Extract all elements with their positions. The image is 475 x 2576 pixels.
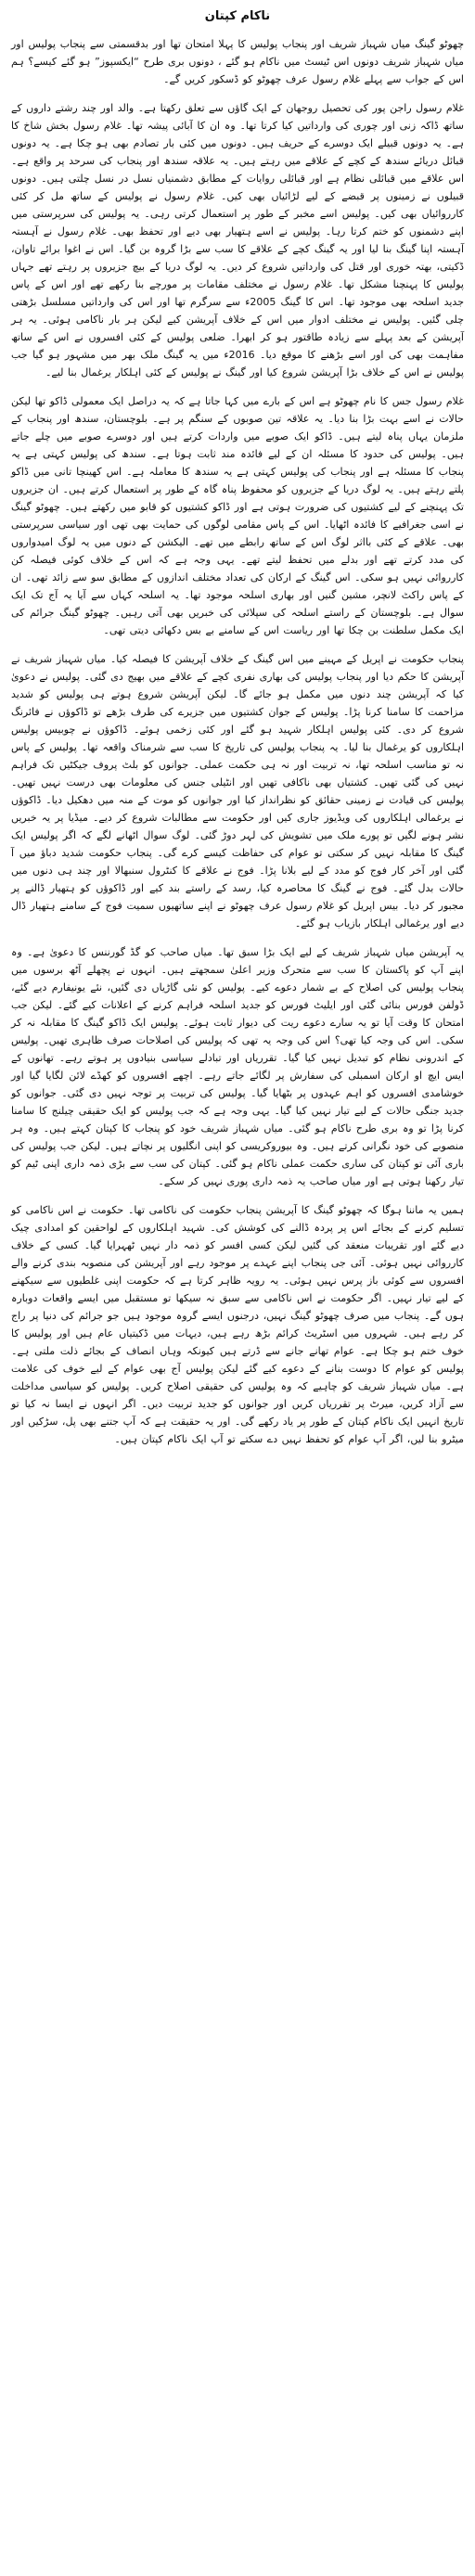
article-paragraph: ہمیں یہ ماننا ہوگا کہ چھوٹو گینگ کا آپریشن پنجاب حکومت کی ناکامی تھا۔ حکومت نے اس ناکامی کو تسلیم کرنے کے بجائے اس پر پردہ ڈالنے کی کوشش کی۔ شہید اہلکاروں کے لواحقین کو امدادی چیک دیے گئے اور تقریبات منعقد کی گئیں لیکن کسی افسر کو ذمہ دار نہیں ٹھہرایا گیا۔ کسی کے خلاف کارروائی نہیں ہوئی۔ آئی جی پنجاب اپنے عہدے پر موجود رہے اور آپریشن کی منصوبہ بندی کرنے والے افسروں سے کوئی باز پرس نہیں ہوئی۔ یہ رویہ ظاہر کرتا ہے کہ حکومت اپنی غلطیوں سے سیکھنے کے لیے تیار نہیں۔ اگر حکومت نے اس ناکامی سے سبق نہ سیکھا تو مستقبل میں ایسے واقعات دوبارہ ہوں گے۔ پنجاب میں صرف چھوٹو گینگ نہیں، درجنوں ایسے گروہ موجود ہیں جو جرائم کی دنیا پر راج کر رہے ہیں۔ شہروں میں اسٹریٹ کرائم بڑھ رہے ہیں، دیہات میں ڈکیتیاں عام ہیں اور پولیس کا خوف ختم ہو چکا ہے۔ عوام تھانے جانے سے ڈرتے ہیں کیونکہ وہاں انصاف کے بجائے ذلت ملتی ہے۔ پولیس کو عوام کا دوست بنانے کے دعوے کیے گئے لیکن پولیس آج بھی عوام کے لیے خوف کی علامت ہے۔ میاں شہباز شریف کو چاہیے کہ وہ پولیس کی حقیقی اصلاح کریں۔ پولیس کو سیاسی مداخلت سے آزاد کریں، میرٹ پر تقرریاں کریں اور جوانوں کو جدید تربیت دیں۔ اگر انہوں نے ایسا نہ کیا تو تاریخ انہیں ایک ناکام کپتان کے طور پر یاد رکھے گی۔ اور یہ حقیقت ہے کہ آپ جتنے بھی پل، سڑکیں اور میٹرو بنا لیں، اگر آپ عوام کو تحفظ نہیں دے سکتے تو آپ ایک ناکام کپتان ہیں۔: [11, 1204, 464, 1445]
article-paragraph: غلام رسول جس کا نام چھوٹو ہے اس کے بارے میں کہا جاتا ہے کہ یہ دراصل ایک معمولی ڈاکو تھا لیکن حالات نے اسے بہت بڑا بنا دیا۔ یہ علاقہ تین صوبوں کے سنگم پر ہے۔ بلوچستان، سندھ اور پنجاب کے ملزمان یہاں پناہ لیتے ہیں۔ ڈاکو ایک صوبے میں واردات کرتے ہیں اور دوسرے صوبے میں چلے جاتے ہیں۔ پولیس کی حدود کا مسئلہ ان کے لیے فائدہ مند ثابت ہوتا ہے۔ سندھ کی پولیس کہتی ہے یہ پنجاب کا مسئلہ ہے اور پنجاب کی پولیس کہتی ہے یہ سندھ کا معاملہ ہے۔ اس کھینچا تانی میں ڈاکو پلتے رہتے ہیں۔ یہ لوگ دریا کے جزیروں کو محفوظ پناہ گاہ کے طور پر استعمال کرتے ہیں۔ ان جزیروں تک پہنچنے کے لیے کشتیوں کی ضرورت ہوتی ہے اور ڈاکو کشتیوں کو قابو میں رکھتے ہیں۔ چھوٹو گینگ نے اسی جغرافیے کا فائدہ اٹھایا۔ اس کے پاس مقامی لوگوں کی حمایت بھی تھی اور سیاسی سرپرستی بھی۔ علاقے کے کئی بااثر لوگ اس کے ساتھ رابطے میں تھے۔ الیکشن کے دنوں میں یہ لوگ امیدواروں کی مدد کرتے تھے اور بدلے میں تحفظ لیتے تھے۔ یہی وجہ ہے کہ اس کے خلاف کوئی فیصلہ کن کارروائی نہیں ہو سکی۔ اس گینگ کے ارکان کی تعداد مختلف اندازوں کے مطابق سو سے زائد تھی۔ ان کے پاس راکٹ لانچر، مشین گنیں اور بھاری اسلحہ موجود تھا۔ یہ اسلحہ کہاں سے آیا یہ آج تک ایک سوال ہے۔ بلوچستان کے راستے اسلحہ کی سپلائی کی خبریں بھی آتی رہیں۔ چھوٹو گینگ جرائم کی ایک مکمل سلطنت بن چکا تھا اور ریاست اس کے سامنے بے بس دکھائی دیتی تھی۔: [11, 395, 464, 636]
article-paragraph: چھوٹو گینگ میاں شہباز شریف اور پنجاب پولیس کا پہلا امتحان تھا اور بدقسمتی سے پنجاب پولیس اور میاں شہباز شریف دونوں اس ٹیسٹ میں ناکام ہو گئے ، دونوں بری طرح “ایکسپوز” ہو گئے کیسے؟ ہم اس کے جواب سے پہلے غلام رسول عرف چھوٹو کو ڈسکور کریں گے۔: [11, 38, 464, 85]
article-paragraph: یہ آپریشن میاں شہباز شریف کے لیے ایک بڑا سبق تھا۔ میاں صاحب کو گڈ گورننس کا دعویٰ ہے۔ وہ اپنے آپ کو پاکستان کا سب سے متحرک وزیر اعلیٰ سمجھتے ہیں۔ انہوں نے پچھلے آٹھ برسوں میں پنجاب پولیس کی اصلاح کے بے شمار دعوے کیے۔ پولیس کو نئی گاڑیاں دی گئیں، نئے یونیفارم دیے گئے، ڈولفن فورس بنائی گئی اور ایلیٹ فورس کو جدید اسلحہ فراہم کرنے کے اعلانات کیے گئے۔ لیکن جب امتحان کا وقت آیا تو یہ سارے دعوے ریت کی دیوار ثابت ہوئے۔ پولیس ایک ڈاکو گینگ کا مقابلہ نہ کر سکی۔ اس کی وجہ کیا تھی؟ اس کی وجہ یہ تھی کہ پولیس کی اصلاحات صرف ظاہری تھیں۔ پولیس کے اندرونی نظام کو تبدیل نہیں کیا گیا۔ تقرریاں اور تبادلے سیاسی بنیادوں پر ہوتے رہے۔ تھانوں کے ایس ایچ او ارکان اسمبلی کی سفارش پر لگائے جاتے رہے۔ اچھے افسروں کو کھڈے لائن لگایا گیا اور خوشامدی افسروں کو اہم عہدوں پر بٹھایا گیا۔ پولیس کی تربیت پر توجہ نہیں دی گئی۔ جوانوں کو جدید جنگی حالات کے لیے تیار نہیں کیا گیا۔ یہی وجہ ہے کہ جب پولیس کو ایک حقیقی چیلنج کا سامنا کرنا پڑا تو وہ بری طرح ناکام ہو گئی۔ میاں شہباز شریف خود کو پنجاب کا کپتان کہتے ہیں۔ وہ ہر منصوبے کی خود نگرانی کرتے ہیں۔ وہ بیوروکریسی کو اپنی انگلیوں پر نچاتے ہیں۔ لیکن جب پولیس کی باری آئی تو کپتان کی ساری حکمت عملی ناکام ہو گئی۔ کپتان کی سب سے بڑی ذمہ داری اپنی ٹیم کو تیار رکھنا ہوتی ہے اور میاں صاحب یہ ذمہ داری پوری نہیں کر سکے۔: [11, 946, 464, 1187]
article-paragraph: غلام رسول راجن پور کی تحصیل روجھان کے ایک گاؤں سے تعلق رکھتا ہے۔ والد اور چند رشتے داروں کے ساتھ ڈاکہ زنی اور چوری کی وارداتیں کیا کرتا تھا۔ وہ ان کا آبائی پیشہ تھا۔ غلام رسول بخش شاخ کا ہے۔ یہ دونوں قبیلے ایک دوسرے کے حریف ہیں۔ دونوں میں کئی بار تصادم بھی ہو چکا ہے۔ یہ دونوں قبائل دریائے سندھ کے کچے کے علاقے میں رہتے ہیں۔ یہ علاقہ سندھ اور پنجاب کی سرحد پر واقع ہے۔ اس علاقے میں قبائلی نظام ہے اور قبائلی روایات کے مطابق دشمنیاں نسل در نسل چلتی ہیں۔ دونوں قبیلوں نے زمینوں پر قبضے کے لیے لڑائیاں بھی کیں۔ غلام رسول نے پولیس کے ساتھ مل کر کئی کارروائیاں بھی کیں۔ پولیس اسے مخبر کے طور پر استعمال کرتی رہی۔ یہ پولیس کی سرپرستی میں اپنے دشمنوں کو ختم کرتا رہا۔ پولیس نے اسے ہتھیار بھی دیے اور تحفظ بھی۔ غلام رسول نے آہستہ آہستہ اپنا گینگ بنا لیا اور یہ گینگ کچے کے علاقے کا سب سے بڑا گروہ بن گیا۔ اس نے اغوا برائے تاوان، ڈکیتی، بھتہ خوری اور قتل کی وارداتیں شروع کر دیں۔ یہ لوگ دریا کے بیچ جزیروں پر رہتے تھے جہاں پولیس کا پہنچنا مشکل تھا۔ غلام رسول نے مختلف مقامات پر مورچے بنا رکھے تھے اور اس کے پاس جدید اسلحہ بھی موجود تھا۔ اس کا گینگ 2005ء سے سرگرم تھا اور اس کی وارداتیں مسلسل بڑھتی چلی گئیں۔ پولیس نے مختلف ادوار میں اس کے خلاف آپریشن کیے لیکن ہر بار ناکامی ہوئی۔ یہ ہر آپریشن کے بعد پہلے سے زیادہ طاقتور ہو کر ابھرا۔ ضلعی پولیس کے کئی افسروں نے اس کے ساتھ مفاہمت بھی کی اور اسے بڑھنے کا موقع دیا۔ 2016ء میں یہ گینگ ملک بھر میں مشہور ہو گیا جب پولیس نے اس کے خلاف بڑا آپریشن شروع کیا اور گینگ نے پولیس کے کئی اہلکار یرغمال بنا لیے۔: [11, 102, 464, 378]
article-title: ناکام کپتان: [204, 9, 271, 23]
article-paragraph: پنجاب حکومت نے اپریل کے مہینے میں اس گینگ کے خلاف آپریشن کا فیصلہ کیا۔ میاں شہباز شریف نے آپریشن کا حکم دیا اور پنجاب پولیس کی بھاری نفری کچے کے علاقے میں بھیج دی گئی۔ پولیس نے دعویٰ کیا کہ آپریشن چند دنوں میں مکمل ہو جائے گا۔ لیکن آپریشن شروع ہوتے ہی پولیس کو شدید مزاحمت کا سامنا کرنا پڑا۔ پولیس کے جوان کشتیوں میں جزیرے کی طرف بڑھے تو ڈاکوؤں نے فائرنگ شروع کر دی۔ کئی پولیس اہلکار شہید ہو گئے اور کئی زخمی ہوئے۔ ڈاکوؤں نے چوبیس پولیس اہلکاروں کو یرغمال بنا لیا۔ یہ پنجاب پولیس کی تاریخ کا سب سے شرمناک واقعہ تھا۔ پولیس کے پاس نہ تو مناسب اسلحہ تھا، نہ تربیت اور نہ ہی حکمت عملی۔ جوانوں کو بلٹ پروف جیکٹیں تک فراہم نہیں کی گئی تھیں۔ کشتیاں بھی ناکافی تھیں اور انٹیلی جنس کی معلومات بھی درست نہیں تھیں۔ پولیس کی قیادت نے زمینی حقائق کو نظرانداز کیا اور جوانوں کو موت کے منہ میں دھکیل دیا۔ ڈاکوؤں نے یرغمالی اہلکاروں کی ویڈیوز جاری کیں اور حکومت سے مطالبات شروع کر دیے۔ میڈیا پر یہ خبریں نشر ہونے لگیں تو پورے ملک میں تشویش کی لہر دوڑ گئی۔ لوگ سوال اٹھانے لگے کہ اگر پولیس ایک گینگ کا مقابلہ نہیں کر سکتی تو عوام کی حفاظت کیسے کرے گی۔ پنجاب حکومت شدید دباؤ میں آ گئی اور آخر کار فوج کو مدد کے لیے بلانا پڑا۔ فوج نے علاقے کا کنٹرول سنبھالا اور چند ہی دنوں میں حالات بدل گئے۔ فوج نے گینگ کا محاصرہ کیا، رسد کے راستے بند کیے اور ڈاکوؤں کو ہتھیار ڈالنے پر مجبور کر دیا۔ بیس اپریل کو غلام رسول عرف چھوٹو نے اپنے ساتھیوں سمیت فوج کے سامنے ہتھیار ڈال دیے اور یرغمالی اہلکار بازیاب ہو گئے۔: [11, 653, 464, 929]
